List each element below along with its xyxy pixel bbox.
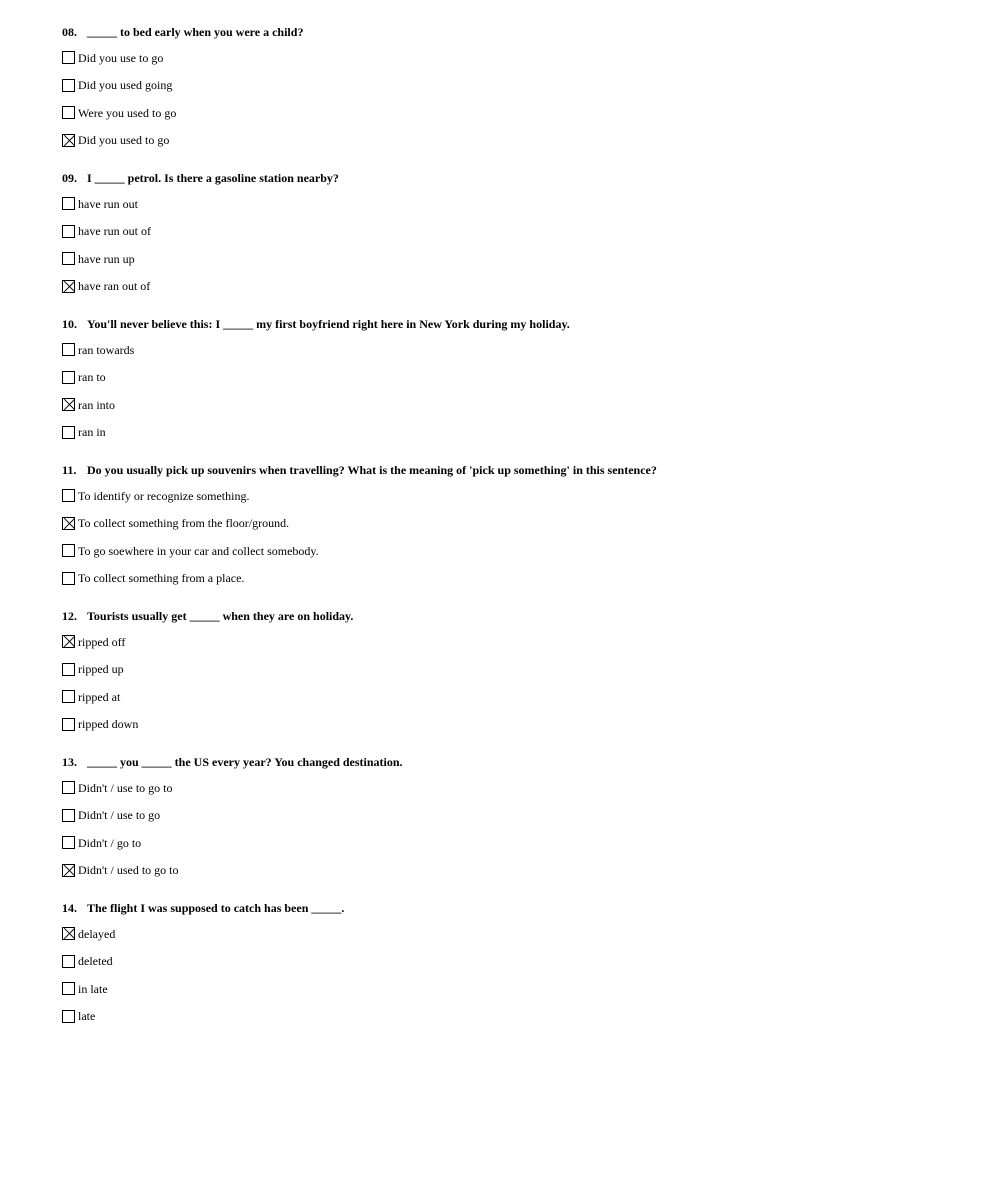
answer-checkbox[interactable] — [62, 489, 75, 502]
answer-option[interactable] — [62, 1003, 962, 1031]
question-number: 08. — [62, 24, 77, 39]
answer-option[interactable] — [62, 99, 962, 127]
answer-label: Didn't / go to — [78, 835, 142, 850]
answer-option[interactable] — [62, 273, 962, 301]
answer-checkbox-checked[interactable] — [62, 134, 75, 147]
answer-checkbox[interactable] — [62, 225, 75, 238]
answer-checkbox[interactable] — [62, 572, 75, 585]
answer-option[interactable] — [62, 218, 962, 246]
answer-label: ripped up — [78, 662, 124, 677]
answer-checkbox[interactable] — [62, 809, 75, 822]
answer-checkbox[interactable] — [62, 544, 75, 557]
answer-option[interactable] — [62, 510, 962, 538]
answer-option[interactable] — [62, 72, 962, 100]
answer-option[interactable] — [62, 364, 962, 392]
answer-checkbox[interactable] — [62, 781, 75, 794]
answer-option[interactable] — [62, 537, 962, 565]
answer-label: Did you use to go — [78, 50, 164, 65]
question-block — [62, 753, 962, 884]
answer-checkbox-checked[interactable] — [62, 635, 75, 648]
answer-label: have run up — [78, 251, 135, 266]
answer-label: ran to — [78, 370, 106, 385]
answer-option[interactable] — [62, 245, 962, 273]
answer-options — [62, 774, 962, 884]
question-text: _____ you _____ the US every year? You changed destination. — [87, 754, 403, 769]
question-text: Tourists usually get _____ when they are on holiday. — [87, 608, 354, 623]
answer-label: ran in — [78, 425, 106, 440]
answer-option[interactable] — [62, 391, 962, 419]
answer-checkbox[interactable] — [62, 197, 75, 210]
quiz-form — [62, 23, 962, 1045]
answer-checkbox[interactable] — [62, 663, 75, 676]
answer-option[interactable] — [62, 482, 962, 510]
answer-option[interactable] — [62, 948, 962, 976]
answer-option[interactable] — [62, 336, 962, 364]
question-number: 10. — [62, 316, 77, 331]
answer-label: Were you used to go — [78, 105, 177, 120]
answer-option[interactable] — [62, 975, 962, 1003]
answer-option[interactable] — [62, 565, 962, 593]
question-number: 09. — [62, 170, 77, 185]
answer-checkbox[interactable] — [62, 106, 75, 119]
answer-checkbox[interactable] — [62, 1010, 75, 1023]
answer-options — [62, 44, 962, 154]
question-number: 14. — [62, 900, 77, 915]
question-text: Do you usually pick up souvenirs when travelling? What is the meaning of 'pick up something' in this sentence? — [87, 462, 657, 477]
question-heading — [62, 607, 962, 624]
answer-options — [62, 336, 962, 446]
answer-option[interactable] — [62, 656, 962, 684]
question-heading — [62, 169, 962, 186]
answer-option[interactable] — [62, 920, 962, 948]
question-text: I _____ petrol. Is there a gasoline station nearby? — [87, 170, 339, 185]
answer-options — [62, 482, 962, 592]
answer-label: ran towards — [78, 342, 135, 357]
answer-options — [62, 628, 962, 738]
answer-label: ripped down — [78, 717, 139, 732]
answer-label: delayed — [78, 926, 116, 941]
answer-checkbox[interactable] — [62, 79, 75, 92]
question-heading — [62, 753, 962, 770]
answer-options — [62, 190, 962, 300]
answer-checkbox[interactable] — [62, 718, 75, 731]
answer-label: in late — [78, 981, 108, 996]
question-number: 13. — [62, 754, 77, 769]
answer-label: ripped at — [78, 689, 121, 704]
question-number: 12. — [62, 608, 77, 623]
question-text: _____ to bed early when you were a child? — [87, 24, 304, 39]
answer-checkbox[interactable] — [62, 982, 75, 995]
answer-option[interactable] — [62, 802, 962, 830]
answer-label: Did you used to go — [78, 133, 170, 148]
answer-label: To go soewhere in your car and collect somebody. — [78, 543, 319, 558]
question-text: You'll never believe this: I _____ my first boyfriend right here in New York during my holiday. — [87, 316, 570, 331]
answer-label: have ran out of — [78, 279, 151, 294]
answer-option[interactable] — [62, 857, 962, 885]
answer-option[interactable] — [62, 711, 962, 739]
answer-label: Did you used going — [78, 78, 173, 93]
answer-option[interactable] — [62, 44, 962, 72]
answer-label: To collect something from a place. — [78, 571, 245, 586]
answer-checkbox[interactable] — [62, 343, 75, 356]
question-heading — [62, 23, 962, 40]
answer-checkbox[interactable] — [62, 955, 75, 968]
answer-checkbox[interactable] — [62, 252, 75, 265]
answer-label: have run out — [78, 196, 138, 211]
answer-label: Didn't / use to go to — [78, 780, 173, 795]
question-block — [62, 899, 962, 1030]
answer-label: To collect something from the floor/ground. — [78, 516, 290, 531]
answer-label: have run out of — [78, 224, 151, 239]
answer-checkbox-checked[interactable] — [62, 517, 75, 530]
answer-label: To identify or recognize something. — [78, 488, 250, 503]
answer-checkbox-checked[interactable] — [62, 398, 75, 411]
answer-option[interactable] — [62, 829, 962, 857]
answer-checkbox-checked[interactable] — [62, 280, 75, 293]
question-number: 11. — [62, 462, 77, 477]
answer-checkbox[interactable] — [62, 836, 75, 849]
answer-checkbox-checked[interactable] — [62, 864, 75, 877]
answer-option[interactable] — [62, 774, 962, 802]
answer-option[interactable] — [62, 419, 962, 447]
question-block — [62, 607, 962, 738]
answer-option[interactable] — [62, 628, 962, 656]
answer-checkbox-checked[interactable] — [62, 927, 75, 940]
question-block — [62, 461, 962, 592]
answer-label: ran into — [78, 397, 115, 412]
question-heading — [62, 461, 962, 478]
answer-label: ripped off — [78, 634, 126, 649]
question-text: The flight I was supposed to catch has been _____. — [87, 900, 345, 915]
answer-label: Didn't / used to go to — [78, 863, 179, 878]
answer-option[interactable] — [62, 127, 962, 155]
answer-checkbox[interactable] — [62, 371, 75, 384]
answer-checkbox[interactable] — [62, 51, 75, 64]
question-block — [62, 315, 962, 446]
answer-option[interactable] — [62, 683, 962, 711]
answer-checkbox[interactable] — [62, 690, 75, 703]
answer-checkbox[interactable] — [62, 426, 75, 439]
answer-options — [62, 920, 962, 1030]
answer-label: deleted — [78, 954, 113, 969]
answer-option[interactable] — [62, 190, 962, 218]
answer-label: late — [78, 1009, 96, 1024]
question-block — [62, 169, 962, 300]
question-block — [62, 23, 962, 154]
answer-label: Didn't / use to go — [78, 808, 161, 823]
question-heading — [62, 899, 962, 916]
question-heading — [62, 315, 962, 332]
